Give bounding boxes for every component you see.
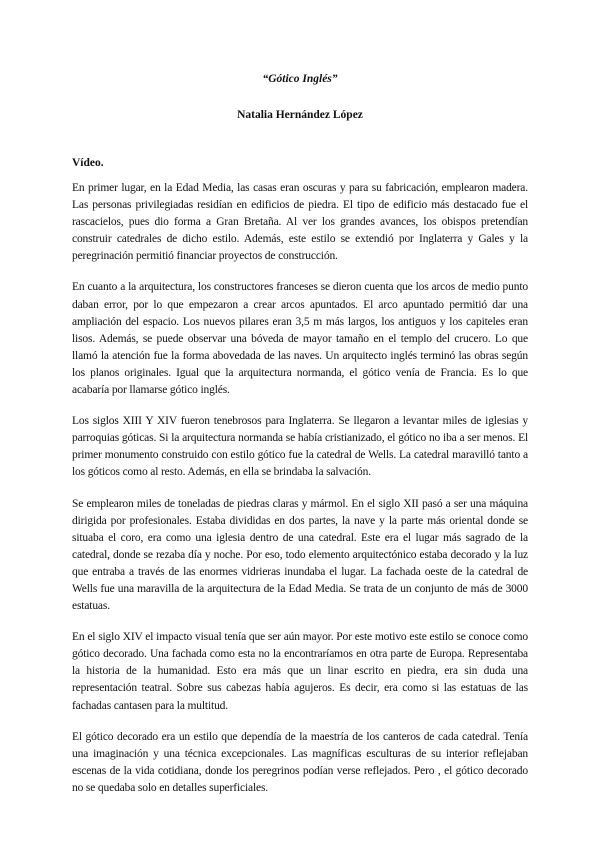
section-heading: Vídeo. <box>72 157 104 169</box>
paragraph-6: El gótico decorado era un estilo que dependía de la maestría de los canteros de cada catedral. Tenía una imaginación y una técnica excepcionales. Las magníficas esculturas de su interior reflejaban escenas de la vida cotidiana, donde los peregrinos podían verse reflejados. Pero , el gótico decorado no se quedaba solo en detalles superficiales. <box>72 730 528 794</box>
paragraph-3: Los siglos XIII Y XIV fueron tenebrosos para Inglaterra. Se llegaron a levantar miles de iglesias y parroquias góticas. Si la arquitectura normanda se había cristianizado, el gótico no iba a ser menos. El primer monumento construido con estilo gótico fue la catedral de Wells. La catedral maravilló tanto a los góticos como al resto. Además, en ella se brindaba la salvación. <box>72 415 528 479</box>
paragraph-1: En primer lugar, en la Edad Media, las casas eran oscuras y para su fabricación, emplearon madera. Las personas privilegiadas residían en edificios de piedra. El tipo de edificio más destacado fue el rascacielos, pues dio forma a Gran Bretaña. Al ver los grandes avances, los obispos pretendían construir catedrales de dicho estilo. Además, este estilo se extendió por Inglaterra y Gales y la peregrinación permitió financiar proyectos de construcción. <box>72 182 528 263</box>
paragraph-4: Se emplearon miles de toneladas de piedras claras y mármol. En el siglo XII pasó a ser una máquina dirigida por profesionales. Estaba divididas en dos partes, la nave y la parte más oriental donde se situaba el coro, era como una iglesia dentro de una catedral. Este era el lugar más sagrado de la catedral, donde se rezaba día y noche. Por eso, todo elemento arquitectónico estaba decorado y la luz que entraba a través de las enormes vidrieras inundaba el lugar. La fachada oeste de la catedral de Wells fue una maravilla de la arquitectura de la Edad Media. Se trata de un conjunto de más de 3000 estatuas. <box>72 497 528 613</box>
document-author: Natalia Hernández López <box>237 109 363 121</box>
paragraph-5: En el siglo XIV el impacto visual tenía que ser aún mayor. Por este motivo este estilo se conoce como gótico decorado. Una fachada como esta no la encontraríamos en otra parte de Europa. Representaba la historia de la humanidad. Esto era más que un linar escrito en piedra, era sin duda una representación teatral. Sobre sus cabezas había agujeros. Es decir, era como si las estatuas de las fachadas cantasen para la multitud. <box>72 631 528 712</box>
document-title: “Gótico Inglés” <box>262 73 338 85</box>
paragraph-2: En cuanto a la arquitectura, los constructores franceses se dieron cuenta que los arcos de medio punto daban error, por lo que empezaron a crear arcos apuntados. El arco apuntado permitió dar una ampliación del espacio. Los nuevos pilares eran 3,5 m más largos, los antiguos y los capiteles eran lisos. Además, se puede observar una bóveda de mayor tamaño en el templo del crucero. Lo que llamó la atención fue la forma abovedada de las naves. Un arquitecto inglés terminó las obras según los planos originales. Igual que la arquitectura normanda, el gótico venía de Francia. Es lo que acabaría por llamarse gótico inglés. <box>72 281 528 397</box>
